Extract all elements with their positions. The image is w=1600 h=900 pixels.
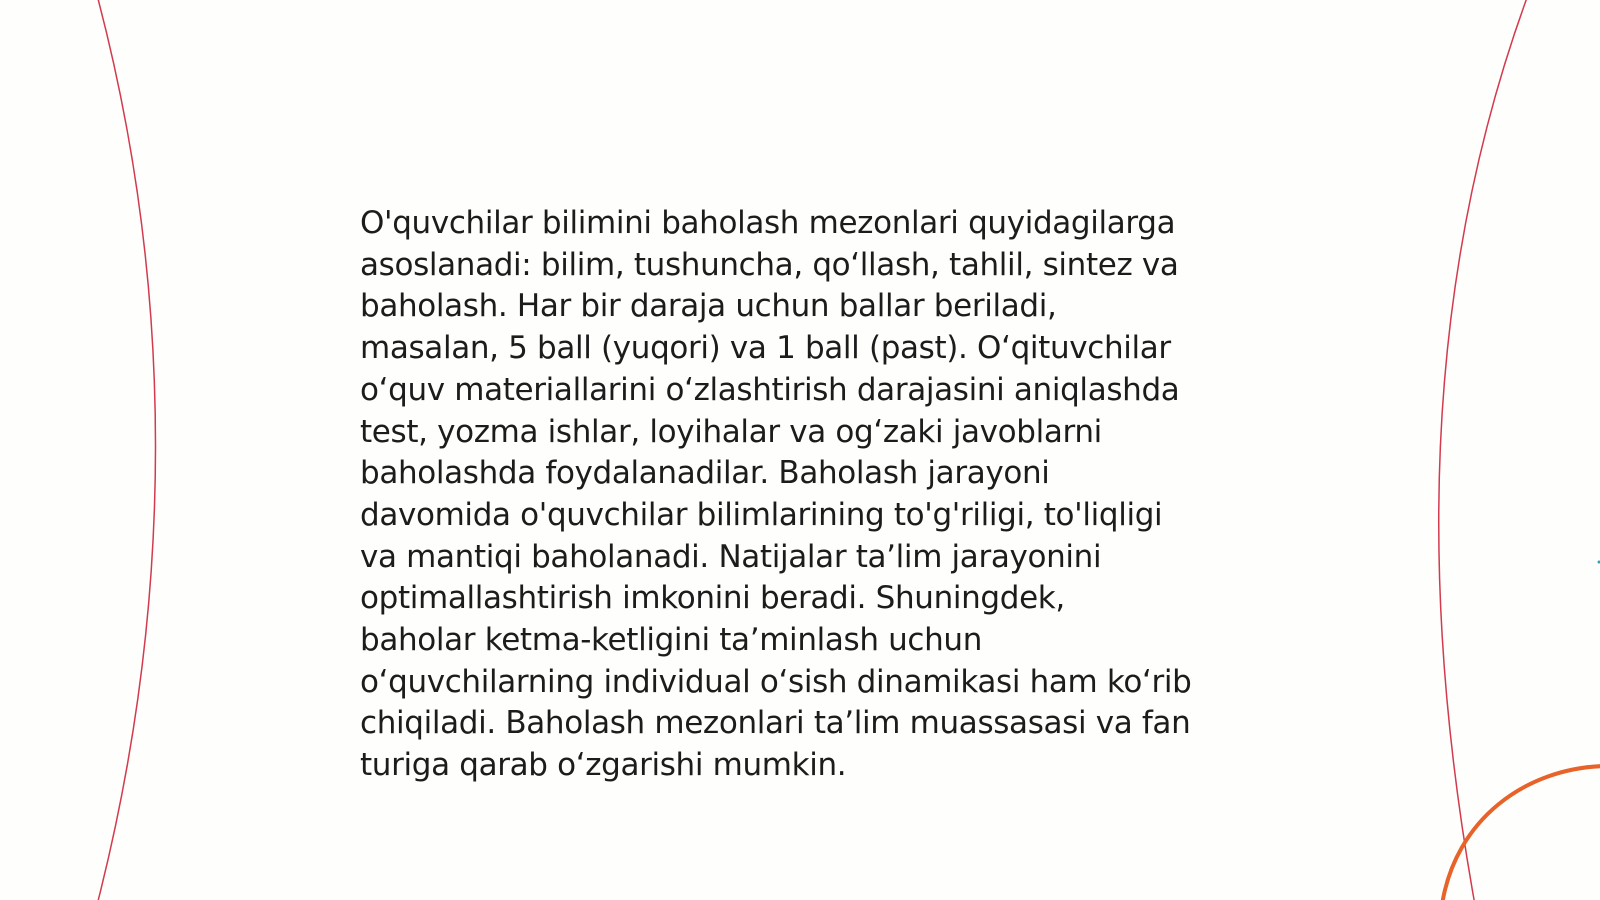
text-line: baholash. Har bir daraja uchun ballar beriladi, bbox=[360, 288, 1057, 325]
text-line: asoslanadi: bilim, tushuncha, qo‘llash, tahlil, sintez va bbox=[360, 246, 1179, 283]
text-line: va mantiqi baholanadi. Natijalar ta’lim jarayonini bbox=[360, 538, 1102, 575]
text-line: optimallashtirish imkonini beradi. Shuningdek, bbox=[360, 580, 1065, 617]
text-line: O'quvchilar bilimini baholash mezonlari quyidagilarga bbox=[360, 205, 1176, 241]
text-line: davomida o'quvchilar bilimlarining to'g'riligi, to'liqligi bbox=[360, 496, 1163, 533]
text-line: chiqiladi. Baholash mezonlari ta’lim muassasasi va fan bbox=[360, 705, 1191, 742]
text-line: baholashda foydalanadilar. Baholash jarayoni bbox=[360, 455, 1050, 492]
left-arc bbox=[97, 0, 156, 900]
text-line: masalan, 5 ball (yuqori) va 1 ball (past). O‘qituvchilar bbox=[360, 330, 1171, 367]
text-line: turiga qarab o‘zgarishi mumkin. bbox=[360, 747, 847, 784]
text-line: o‘quv materiallarini o‘zlashtirish darajasini aniqlashda bbox=[360, 371, 1180, 408]
slide-body-text bbox=[360, 203, 1260, 787]
text-line: baholar ketma-ketligini ta’minlash uchun bbox=[360, 622, 983, 659]
text-line: test, yozma ishlar, loyihalar va og‘zaki javoblarni bbox=[360, 413, 1102, 450]
right-arc bbox=[1439, 0, 1528, 900]
text-line: o‘quvchilarning individual o‘sish dinamikasi ham ko‘rib bbox=[360, 663, 1192, 700]
orange-circle-arc bbox=[1442, 766, 1600, 900]
